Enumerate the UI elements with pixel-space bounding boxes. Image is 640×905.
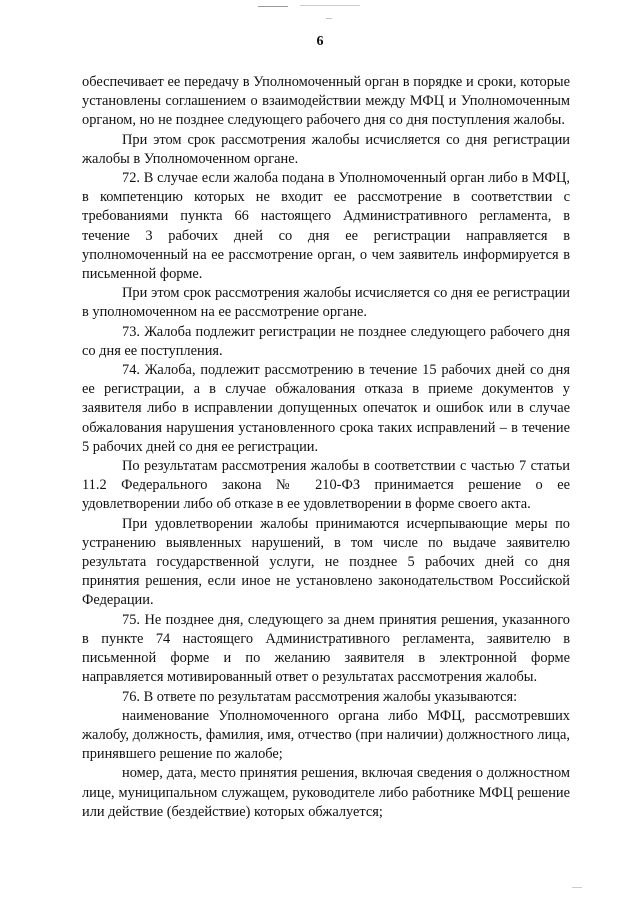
paragraph-74: 74. Жалоба, подлежит рассмотрению в течение 15 рабочих дней со дня ее регистрации, а в случае обжалования отказа в приеме документов у заявителя либо в исправлении допущенных опечаток и ошибок или в случае обжалования нарушения установленного срока таких исправлений – в течение 5 рабочих дней со дня ее регистрации. (82, 362, 570, 455)
paragraph-satisfaction: При удовлетворении жалобы принимаются исчерпывающие меры по устранению выявленных нарушений, в том числе по выдаче заявителю результата государственной услуги, не позднее 5 рабочих дней со дня принятия решения, если иное не установлено законодательством Российской Федерации. (82, 515, 570, 609)
paragraph-73: 73. Жалоба подлежит регистрации не позднее следующего рабочего дня со дня ее поступления. (82, 323, 570, 359)
paragraph-term-note: При этом срок рассмотрения жалобы исчисляется со дня регистрации жалобы в Уполномоченном органе. (82, 131, 570, 167)
paragraph-76: 76. В ответе по результатам рассмотрения жалобы указываются: (122, 688, 518, 705)
page-number: 6 (316, 34, 324, 49)
paragraph-continuation: обеспечивает ее передачу в Уполномоченный орган в порядке и сроки, которые установлены соглашением о взаимодействии между МФЦ и Уполномоченным органом, но не позднее следующего рабочего дня со дня поступления жалобы. (82, 74, 570, 129)
scan-artifact (572, 887, 582, 888)
list-item-name: наименование Уполномоченного органа либо МФЦ, рассмотревших жалобу, должность, фамилия, имя, отчество (при наличии) должностного лица, принявшего решение по жалобе; (82, 707, 570, 763)
list-item-number: номер, дата, место принятия решения, включая сведения о должностном лице, муниципальном служащем, руководителе либо работнике МФЦ решение или действие (бездействие) которых обжалуется; (82, 765, 570, 820)
paragraph-72: 72. В случае если жалоба подана в Уполномоченный орган либо в МФЦ, в компетенцию которых не входит ее рассмотрение в соответствии с требованиями пункта 66 настоящего Административного регламента, в течение 3 рабочих дней со дня ее регистрации направляется в уполномоченный на ее рассмотрение орган, о чем заявитель информируется в письменной форме. (82, 170, 570, 283)
scan-artifact (258, 6, 288, 7)
paragraph-decision: По результатам рассмотрения жалобы в соответствии с частью 7 статьи 11.2 Федерального закона № 210-ФЗ принимается решение о ее удовлетворении либо об отказе в ее удовлетворении в форме своего акта. (82, 458, 570, 513)
paragraph-term-note-2: При этом срок рассмотрения жалобы исчисляется со дня ее регистрации в уполномоченном на ее рассмотрение органе. (82, 285, 570, 321)
scan-artifact (326, 18, 332, 19)
paragraph-75: 75. Не позднее дня, следующего за днем принятия решения, указанного в пункте 74 настоящего Административного регламента, заявителю в письменной форме и по желанию заявителя в электронной форме направляется мотивированный ответ о результатах рассмотрения жалобы. (82, 611, 570, 686)
document-body (82, 73, 570, 822)
scan-artifact (300, 5, 360, 6)
